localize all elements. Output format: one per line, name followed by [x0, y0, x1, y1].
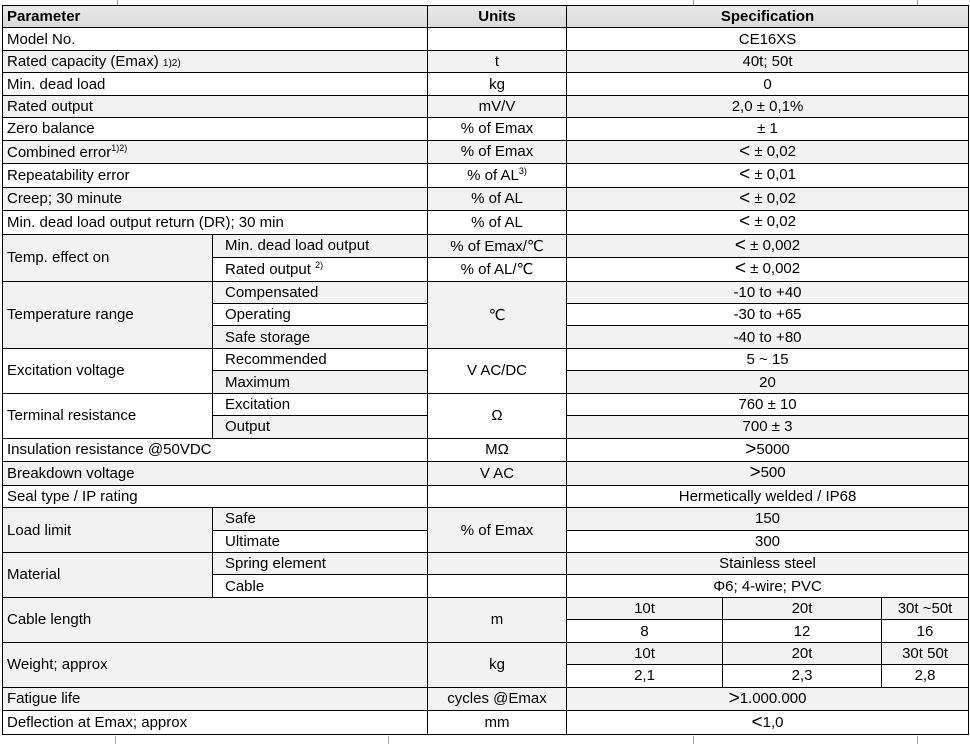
spec-cell: 300 — [567, 530, 969, 552]
footnote-ref: 3) — [518, 166, 527, 177]
row-terminal-excitation — [3, 393, 969, 415]
header-specification: Specification — [567, 6, 969, 28]
grid-tick — [115, 736, 116, 744]
specification-table — [2, 5, 969, 735]
units-cell: V AC/DC — [428, 348, 567, 393]
spec-cell: Stainless steel — [567, 553, 969, 575]
subparam-cell: Min. dead load output — [213, 234, 428, 257]
param-cell: Min. dead load output return (DR); 30 min — [3, 211, 428, 234]
spec-cell: >1.000.000 — [567, 687, 969, 710]
units-cell: % of AL — [428, 211, 567, 234]
spec-col-cell: 20t — [723, 642, 882, 664]
row-seal-type — [3, 485, 969, 507]
spec-cell: < ± 0,02 — [567, 187, 969, 210]
param-cell: Cable length — [3, 597, 428, 642]
spec-cell: 150 — [567, 508, 969, 530]
param-cell: Min. dead load — [3, 73, 428, 95]
row-min-dead-load — [3, 73, 969, 95]
row-weight-capacities — [3, 642, 969, 664]
spec-col-cell: 8 — [567, 620, 723, 642]
spec-cell: < ± 0,02 — [567, 140, 969, 163]
row-zero-balance — [3, 118, 969, 140]
subparam-cell: Compensated — [213, 281, 428, 303]
param-cell: Deflection at Emax; approx — [3, 711, 428, 735]
param-cell: Weight; approx — [3, 642, 428, 687]
param-cell: Breakdown voltage — [3, 462, 428, 485]
spec-cell: -30 to +65 — [567, 303, 969, 325]
spec-cell: 5 ~ 15 — [567, 348, 969, 370]
spec-cell: 20 — [567, 371, 969, 393]
units-cell — [428, 575, 567, 597]
spec-cell: 0 — [567, 73, 969, 95]
row-deflection — [3, 711, 969, 735]
spec-cell: CE16XS — [567, 28, 969, 50]
units-cell — [428, 485, 567, 507]
subparam-cell: Rated output $^{2)}$ — [213, 258, 428, 281]
units-cell — [428, 553, 567, 575]
param-cell: Terminal resistance — [3, 393, 213, 438]
header-units: Units — [428, 6, 567, 28]
row-material-spring-element — [3, 553, 969, 575]
spec-col-cell: 20t — [723, 597, 882, 619]
spec-col-cell: 30t 50t — [882, 642, 969, 664]
spec-cell: 40t; 50t — [567, 50, 969, 72]
spec-cell: <1,0 — [567, 711, 969, 735]
row-combined-error — [3, 140, 969, 163]
subparam-cell: Safe — [213, 508, 428, 530]
units-cell: % of Emax — [428, 118, 567, 140]
units-cell: % of Emax/℃ — [428, 234, 567, 257]
row-cable-length-capacities — [3, 597, 969, 619]
param-cell: Seal type / IP rating — [3, 485, 428, 507]
subparam-cell: Excitation — [213, 393, 428, 415]
row-load-limit-safe — [3, 508, 969, 530]
subparam-cell: Operating — [213, 303, 428, 325]
spec-col-cell: 2,3 — [723, 665, 882, 687]
units-cell: mV/V — [428, 95, 567, 117]
units-cell — [428, 28, 567, 50]
units-cell: kg — [428, 642, 567, 687]
units-cell: MΩ — [428, 438, 567, 461]
subparam-cell: Recommended — [213, 348, 428, 370]
spec-cell: 700 ± 3 — [567, 416, 969, 438]
param-cell: Material — [3, 553, 213, 598]
param-cell: Insulation resistance @50VDC — [3, 438, 428, 461]
footnote-ref: 1)2) — [162, 58, 181, 70]
row-rated-output — [3, 95, 969, 117]
units-cell: kg — [428, 73, 567, 95]
param-cell: Fatigue life — [3, 687, 428, 710]
units-cell: Ω — [428, 393, 567, 438]
spec-cell: ± 1 — [567, 118, 969, 140]
units-cell: V AC — [428, 462, 567, 485]
spec-cell: 760 ± 10 — [567, 393, 969, 415]
units-cell: t — [428, 50, 567, 72]
spec-cell: < ± 0,002 — [567, 234, 969, 257]
grid-tick — [917, 736, 918, 744]
row-temp-effect-mdlo — [3, 234, 969, 257]
row-breakdown-voltage — [3, 462, 969, 485]
grid-tick — [693, 736, 694, 744]
units-cell: m — [428, 597, 567, 642]
units-cell: % of Emax — [428, 140, 567, 163]
row-dead-load-output-return — [3, 211, 969, 234]
units-cell: ℃ — [428, 281, 567, 348]
units-cell: % of Emax — [428, 508, 567, 553]
row-repeatability-error — [3, 164, 969, 187]
header-parameter: Parameter — [3, 6, 428, 28]
param-cell: Combined error$^{1)2)}$ — [3, 140, 428, 163]
row-fatigue-life — [3, 687, 969, 710]
footnote-ref: 1)2) — [111, 142, 128, 153]
row-rated-capacity — [3, 50, 969, 72]
param-cell: Model No. — [3, 28, 428, 50]
spec-cell: >500 — [567, 462, 969, 485]
spec-cell: -10 to +40 — [567, 281, 969, 303]
spec-col-cell: 16 — [882, 620, 969, 642]
spec-col-cell: 10t — [567, 642, 723, 664]
subparam-cell: Safe storage — [213, 326, 428, 348]
spec-cell: Hermetically welded / IP68 — [567, 485, 969, 507]
units-cell: mm — [428, 711, 567, 735]
subparam-cell: Output — [213, 416, 428, 438]
table-header-row — [3, 6, 969, 28]
param-cell: Creep; 30 minute — [3, 187, 428, 210]
param-cell: Rated output — [3, 95, 428, 117]
spec-cell: 2,0 ± 0,1% — [567, 95, 969, 117]
subparam-cell: Maximum — [213, 371, 428, 393]
row-creep — [3, 187, 969, 210]
units-cell: % of AL$^{3)}$ — [428, 164, 567, 187]
subparam-cell: Cable — [213, 575, 428, 597]
subparam-cell: Ultimate — [213, 530, 428, 552]
row-temp-range-compensated — [3, 281, 969, 303]
units-cell: % of AL/℃ — [428, 258, 567, 281]
spec-cell: < ± 0,02 — [567, 211, 969, 234]
row-excitation-recommended — [3, 348, 969, 370]
spec-cell: < ± 0,002 — [567, 258, 969, 281]
spec-col-cell: 30t ~50t — [882, 597, 969, 619]
param-cell: Load limit — [3, 508, 213, 553]
param-cell: Temp. effect on — [3, 234, 213, 281]
grid-tick — [388, 736, 389, 744]
units-cell: % of AL — [428, 187, 567, 210]
spec-cell: Φ6; 4-wire; PVC — [567, 575, 969, 597]
spec-cell: >5000 — [567, 438, 969, 461]
spec-col-cell: 10t — [567, 597, 723, 619]
spec-cell: -40 to +80 — [567, 326, 969, 348]
spec-col-cell: 12 — [723, 620, 882, 642]
spec-col-cell: 2,8 — [882, 665, 969, 687]
param-cell: Rated capacity (Emax) 1)2) — [3, 50, 428, 72]
param-cell: Repeatability error — [3, 164, 428, 187]
subparam-cell: Spring element — [213, 553, 428, 575]
footnote-ref: 2) — [315, 260, 324, 271]
spec-cell: < ± 0,01 — [567, 164, 969, 187]
row-model-no — [3, 28, 969, 50]
param-cell: Zero balance — [3, 118, 428, 140]
units-cell: cycles @Emax — [428, 687, 567, 710]
spec-col-cell: 2,1 — [567, 665, 723, 687]
row-insulation-resistance — [3, 438, 969, 461]
param-cell: Temperature range — [3, 281, 213, 348]
param-cell: Excitation voltage — [3, 348, 213, 393]
